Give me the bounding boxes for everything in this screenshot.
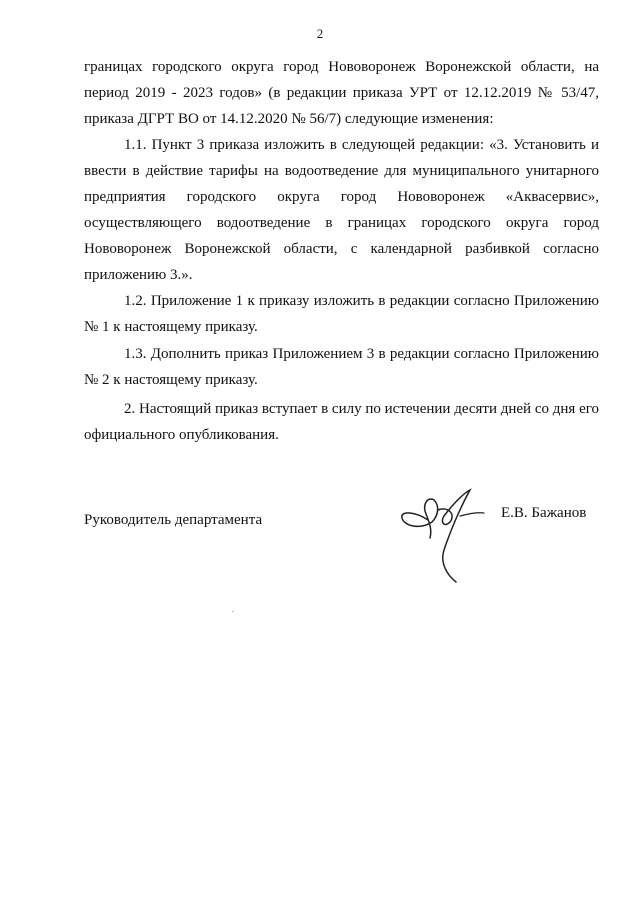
signatory-position: Руководитель департамента [84, 512, 263, 528]
paragraph-item-2: 2. Настоящий приказ вступает в силу по истечении десяти дней со дня его официального опубликования. [84, 401, 599, 443]
signatory-name: Е.В. Бажанов [501, 505, 587, 521]
scan-artifact-dot [232, 611, 234, 612]
paragraph-item-1-2: 1.2. Приложение 1 к приказу изложить в редакции согласно Приложению № 1 к настоящему приказу. [84, 293, 599, 335]
paragraph-item-1-3: 1.3. Дополнить приказ Приложением 3 в редакции согласно Приложению № 2 к настоящему приказу. [84, 346, 599, 388]
handwritten-signature [398, 486, 494, 586]
paragraph-continuation: границах городского округа город Нововоронеж Воронежской области, на период 2019 - 2023 годов» (в редакции приказа УРТ от 12.12.2019 № 53/47, приказа ДГРТ ВО от 14.12.2020 № 56/7) следующие изменения: [84, 59, 599, 127]
page-number: 2 [316, 26, 324, 41]
paragraph-item-1-1: 1.1. Пункт 3 приказа изложить в следующей редакции: «3. Установить и ввести в действие тарифы на водоотведение для муниципального унитарного предприятия городского округа город Нововоронеж «Аквасервис», осуществляющего водоотведение в границах городского округа город Нововоронеж Воронежской области, с календарной разбивкой согласно приложению 3.». [84, 137, 599, 283]
